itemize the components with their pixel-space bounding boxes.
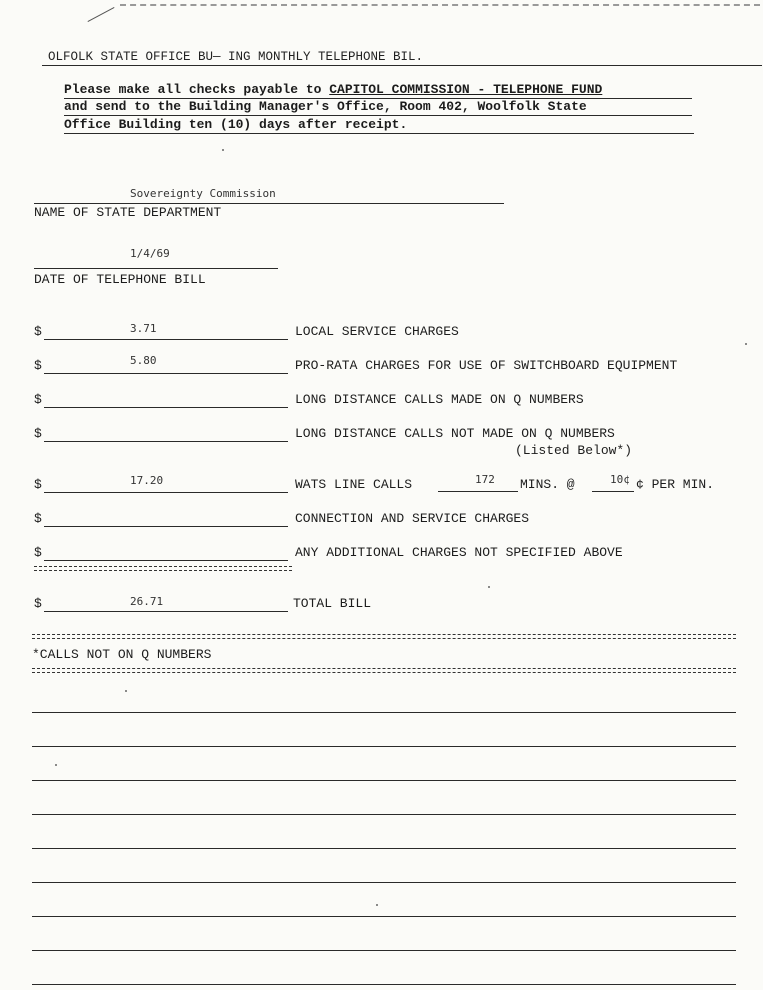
call-entry-line	[32, 746, 736, 747]
rate-suffix: ¢ PER MIN.	[636, 477, 715, 492]
instructions-line-1	[64, 82, 602, 97]
amount-line	[44, 492, 288, 493]
call-entry-line	[32, 950, 736, 951]
section-double-rule-top	[32, 634, 736, 639]
call-entry-line	[32, 984, 736, 985]
scan-speck	[376, 904, 378, 906]
total-amount: 26.71	[130, 595, 164, 608]
instructions-prefix: Please make all checks payable to	[64, 82, 330, 97]
payee-name: CAPITOL COMMISSION - TELEPHONE FUND	[329, 82, 603, 97]
minutes-line	[438, 491, 518, 492]
amount-line	[44, 339, 288, 340]
wats-label: WATS LINE CALLS	[295, 477, 413, 492]
dollar-sign: $	[34, 545, 42, 560]
scan-speck	[125, 690, 127, 692]
minutes-label: MINS. @	[520, 477, 575, 492]
total-label: TOTAL BILL	[293, 596, 372, 611]
connection-label: CONNECTION AND SERVICE CHARGES	[295, 511, 530, 526]
local-service-amount: 3.71	[130, 322, 157, 335]
local-service-label: LOCAL SERVICE CHARGES	[295, 324, 459, 339]
title-underline	[42, 65, 762, 66]
form-title: OLFOLK STATE OFFICE BU― ING MONTHLY TELEPHONE BIL.	[48, 50, 424, 64]
rate-line	[592, 491, 634, 492]
scan-speck	[222, 149, 224, 151]
instructions-line-3: Office Building ten (10) days after receipt.	[64, 117, 408, 132]
pro-rata-amount: 5.80	[130, 354, 157, 367]
call-entry-line	[32, 814, 736, 815]
call-entry-line	[32, 882, 736, 883]
wats-minutes: 172	[475, 473, 495, 486]
section-double-rule-bottom	[32, 668, 736, 673]
instructions-line-2: and send to the Building Manager's Office, Room 402, Woolfolk State	[64, 99, 587, 114]
bill-date-label: DATE OF TELEPHONE BILL	[34, 272, 206, 287]
scan-speck	[488, 586, 490, 588]
scan-speck	[55, 764, 57, 766]
bill-date-value: 1/4/69	[130, 247, 170, 260]
call-entry-line	[32, 848, 736, 849]
dollar-sign: $	[34, 596, 42, 611]
dollar-sign: $	[34, 511, 42, 526]
instructions-bottom-rule	[64, 133, 694, 134]
amount-line	[44, 441, 288, 442]
pro-rata-label: PRO-RATA CHARGES FOR USE OF SWITCHBOARD EQUIPMENT	[295, 358, 678, 373]
instructions-line-3-rule	[64, 115, 692, 116]
amount-line	[44, 560, 288, 561]
wats-amount: 17.20	[130, 474, 164, 487]
dollar-sign: $	[34, 477, 42, 492]
amount-line	[44, 373, 288, 374]
department-line	[34, 203, 504, 204]
long-distance-not-q-label: LONG DISTANCE CALLS NOT MADE ON Q NUMBERS	[295, 426, 615, 441]
dollar-sign: $	[34, 324, 42, 339]
call-entry-line	[32, 916, 736, 917]
amount-line	[44, 407, 288, 408]
calls-section-heading: *CALLS NOT ON Q NUMBERS	[32, 647, 212, 662]
dollar-sign: $	[34, 358, 42, 373]
listed-below-note: (Listed Below*)	[515, 443, 633, 458]
dollar-sign: $	[34, 426, 42, 441]
wats-rate: 10¢	[610, 473, 630, 486]
bill-date-line	[34, 268, 278, 269]
dollar-sign: $	[34, 392, 42, 407]
handwritten-mark	[88, 7, 115, 22]
top-scan-edge	[120, 4, 760, 6]
call-entry-line	[32, 712, 736, 713]
subtotal-double-rule	[34, 566, 292, 571]
department-label: NAME OF STATE DEPARTMENT	[34, 205, 222, 220]
call-entry-line	[32, 780, 736, 781]
additional-charges-label: ANY ADDITIONAL CHARGES NOT SPECIFIED ABOVE	[295, 545, 623, 560]
department-value: Sovereignty Commission	[130, 187, 276, 200]
scan-speck	[745, 343, 747, 345]
amount-line	[44, 611, 288, 612]
instructions-line-2-rule	[64, 98, 692, 99]
amount-line	[44, 526, 288, 527]
long-distance-q-label: LONG DISTANCE CALLS MADE ON Q NUMBERS	[295, 392, 584, 407]
